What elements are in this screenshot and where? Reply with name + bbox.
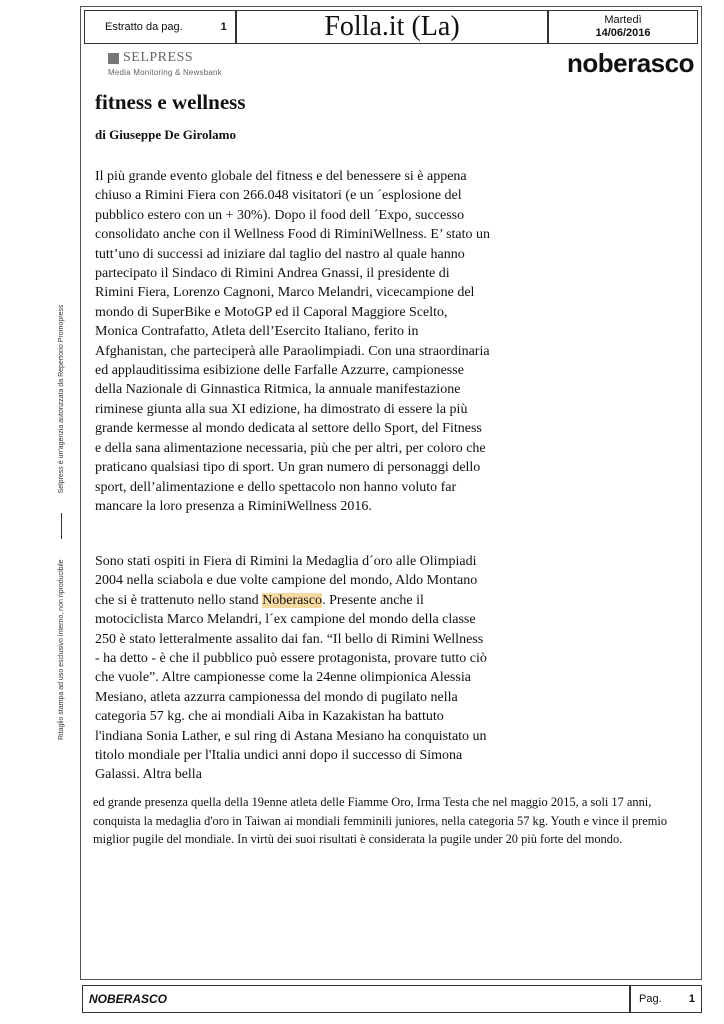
article-paragraph-3: ed grande presenza quella della 19enne atleta delle Fiamme Oro, Irma Testa che nel maggio 2015, a soli 17 anni, conquista la medaglia d'oro in Taiwan ai mondiali femminili juniores, nella categoria 57 kg. Youth e vince il premio miglior pugile del mondiale. In virtù dei suoi risultati è considerata la pugile under 20 più forte del mondo. <box>93 795 668 847</box>
footer-page-number: 1 <box>688 993 695 1005</box>
selpress-name: SELPRESS <box>123 50 194 65</box>
highlighted-brand: Noberasco <box>262 592 323 608</box>
footer-page-label: Pag. <box>639 993 662 1005</box>
footer-page <box>630 985 702 1013</box>
selpress-square-icon <box>108 53 119 64</box>
publication-title: Folla.it (La) <box>236 10 548 44</box>
side-note-divider <box>61 513 62 539</box>
extract-label: Estratto da pag. <box>105 21 183 33</box>
brand-logo: noberasco <box>567 48 694 78</box>
article-byline: di Giuseppe De Girolamo <box>95 127 236 142</box>
paragraph-2-text-a: Sono stati ospiti in Fiera di Rimini la Medaglia d´oro alle Olimpiadi 2004 nella sciabola e due volte campione del mondo, Aldo Montano che si è trattenuto nello stand <box>95 554 478 608</box>
date: 14/06/2016 <box>595 27 651 39</box>
article-paragraph-1 <box>95 167 490 516</box>
paragraph-2-text-b: . Presente anche il motociclista Marco Melandri, l´ex campione del mondo della classe 250 è stato letteralmente assalito dai fan. “Il bello di Rimini Wellness - ha detto - è che il pubblico può essere protagonista, provare tutto ciò che vuole”. Altre campionesse come la 24enne olimpionica Alessia Mesiano, atleta azzurra campionessa del mondo di pugilato nella categoria 57 kg. che ai mondiali Aiba in Kazakistan ha battuto l'indiana Sonia Lather, e sul ring di Astana Mesiano ha conquistato un titolo mondiale per l'Italia undici anni dopo il successo di Simona Galassi. Altra bella <box>95 592 487 783</box>
side-note-left: Ritaglio stampa ad uso esclusivo interno, non riproducibile <box>58 559 65 740</box>
article-paragraph-2 <box>95 552 490 785</box>
paragraph-1-text: Il più grande evento globale del fitness e del benessere si è appena chiuso a Rimini Fiera con 266.048 visitatori (e un ´esplosione del pubblico estero con un + 30%). Dopo il food dell ´Expo, successo consolidato anche con il Wellness Food di RiminiWellness. E’ stato un tutt’uno di successi ad iniziare dal taglio del nastro al quale hanno partecipato il Sindaco di Rimini Andrea Gnassi, il presidente di Rimini Fiera, Lorenzo Cagnoni, Marco Melandri, vicecampione del mondo di SuperBike e MotoGP ed il Caporal Maggiore Scelto, Monica Contrafatto, Atleta dell’Esercito Italiano, ferito in Afghanistan, che parteciperà alle Paraolimpiadi. Con una straordinaria ed applauditissima esibizione delle Farfalle Azzurre, campionesse della Nazionale di Ginnastica Ritmica, la annuale manifestazione riminese giunta alla sua XI edizione, ha dimostrato di essere la più grande kermesse al mondo dedicata al settore dello Sport, del Fitness e della sana alimentazione necessaria, più che per altri, per coloro che praticano qualsiasi tipo di sport. Un gran numero di personaggi dello sport, dell’alimentazione e dello spettacolo non hanno voluto far mancare la loro presenza a RiminiWellness 2016. <box>95 169 491 514</box>
side-note <box>58 305 65 740</box>
weekday: Martedì <box>604 14 642 26</box>
selpress-tagline: Media Monitoring & Newsbank <box>108 68 222 77</box>
article-title: fitness e wellness <box>95 90 246 114</box>
side-note-right: Selpress è un'agenzia autorizzata da Repertorio Promopress <box>58 304 65 494</box>
footer-client: NOBERASCO <box>82 985 630 1013</box>
extract-box <box>84 10 236 44</box>
selpress-logo <box>108 50 222 77</box>
date-box <box>548 10 698 44</box>
extract-page-number: 1 <box>220 21 227 33</box>
